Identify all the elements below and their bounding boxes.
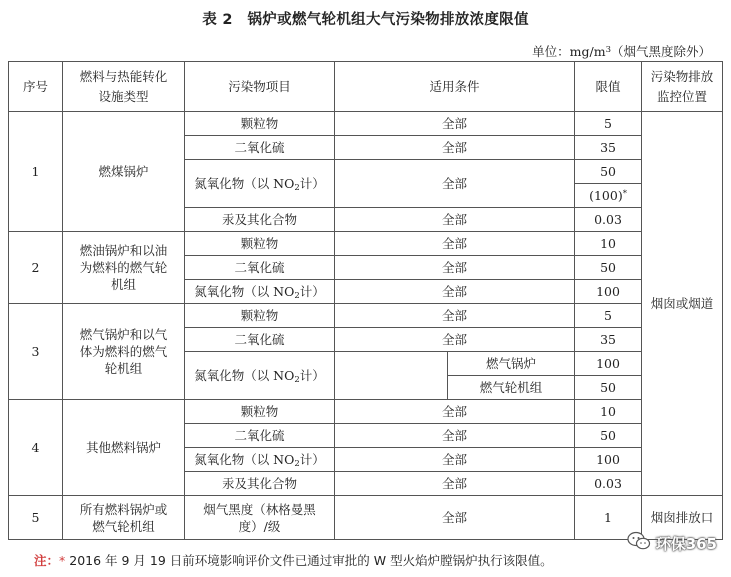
condition-all: 全部: [335, 280, 575, 304]
limit-value: 1: [575, 496, 642, 540]
pollutant-so2: 二氧化硫: [185, 424, 335, 448]
limit-value: 50: [575, 376, 642, 400]
unit-prefix: 单位：mg/m: [532, 44, 606, 59]
condition-all: 全部: [335, 208, 575, 232]
pollutant-mercury: 汞及其化合物: [185, 472, 335, 496]
pollutant-nox: 氮氧化物（以 $NO_2$计）: [185, 160, 335, 208]
condition-all: 全部: [335, 472, 575, 496]
group4-fuel: 其他燃料锅炉: [63, 400, 185, 496]
monitor-chimney-or-flue: 烟囱或烟道: [642, 112, 723, 496]
limit-value: 100: [575, 352, 642, 376]
pollutant-so2: 二氧化硫: [185, 328, 335, 352]
note-text: 2016 年 9 月 19 日前环境影响评价文件已通过审批的 W 型火焰炉膛锅炉执行该限值。: [65, 553, 553, 568]
group5-no: 5: [9, 496, 63, 540]
condition-gas-boiler: 燃气锅炉: [448, 352, 575, 376]
pollutant-particulate: 颗粒物: [185, 304, 335, 328]
pollutant-nox: 氮氧化物（以 $NO_2$计）: [185, 448, 335, 472]
pollutant-nox: 氮氧化物（以 $NO_2$计）: [185, 352, 335, 400]
group1-no: 1: [9, 112, 63, 232]
unit-note: [532, 42, 711, 60]
pollutant-particulate: 颗粒物: [185, 112, 335, 136]
table-row: [9, 112, 723, 136]
condition-all: 全部: [335, 136, 575, 160]
header-pollutant: 污染物项目: [185, 62, 335, 112]
table-row: [9, 304, 723, 328]
header-condition: 适用条件: [335, 62, 575, 112]
condition-all: 全部: [335, 400, 575, 424]
pollutant-nox: 氮氧化物（以 $NO_2$计）: [185, 280, 335, 304]
group2-fuel: 燃油锅炉和以油 为燃料的燃气轮 机组: [63, 232, 185, 304]
limit-value-alt: (100)*: [575, 184, 642, 208]
limit-value: 0.03: [575, 472, 642, 496]
limit-value: 5: [575, 112, 642, 136]
group1-fuel: 燃煤锅炉: [63, 112, 185, 232]
condition-all: 全部: [335, 256, 575, 280]
condition-all: 全部: [335, 112, 575, 136]
table-row: [9, 496, 723, 540]
watermark: [627, 530, 717, 556]
unit-exponent: 3: [605, 45, 611, 55]
header-row: [9, 62, 723, 112]
condition-gas-turbine: 燃气轮机组: [448, 376, 575, 400]
table-title: 表 2 锅炉或燃气轮机组大气污染物排放浓度限值: [202, 12, 529, 28]
condition-all: 全部: [335, 448, 575, 472]
pollutant-particulate: 颗粒物: [185, 232, 335, 256]
condition-all: 全部: [335, 232, 575, 256]
limit-value: 0.03: [575, 208, 642, 232]
pollutant-so2: 二氧化硫: [185, 136, 335, 160]
limit-value: 10: [575, 400, 642, 424]
limit-value: 50: [575, 160, 642, 184]
group3-no: 3: [9, 304, 63, 400]
unit-suffix: （烟气黑度除外）: [610, 44, 711, 59]
watermark-text: 环保365: [655, 534, 717, 553]
monitor-chimney-outlet: 烟囱排放口: [642, 496, 723, 540]
condition-all: 全部: [335, 424, 575, 448]
condition-all: 全部: [335, 496, 575, 540]
pollutant-mercury: 汞及其化合物: [185, 208, 335, 232]
condition-all: 全部: [335, 160, 575, 208]
note-star: *: [59, 553, 66, 568]
condition-blank: [335, 352, 448, 400]
pollutant-so2: 二氧化硫: [185, 256, 335, 280]
limit-value: 100: [575, 448, 642, 472]
group4-no: 4: [9, 400, 63, 496]
pollutant-smoke-blackness: 烟气黑度（林格曼黑 度）/级: [185, 496, 335, 540]
cut-off-text-line: [0, 570, 731, 577]
limit-value: 50: [575, 256, 642, 280]
header-no: 序号: [9, 62, 63, 112]
group3-fuel: 燃气锅炉和以气 体为燃料的燃气 轮机组: [63, 304, 185, 400]
limit-value: 5: [575, 304, 642, 328]
condition-all: 全部: [335, 328, 575, 352]
table-row: [9, 400, 723, 424]
group2-no: 2: [9, 232, 63, 304]
limit-value: 100: [575, 280, 642, 304]
header-limit: 限值: [575, 62, 642, 112]
group5-fuel: 所有燃料锅炉或 燃气轮机组: [63, 496, 185, 540]
emission-limits-table: [8, 61, 723, 540]
note-label: 注：: [34, 553, 60, 568]
table-footnote: [34, 551, 553, 569]
condition-all: 全部: [335, 304, 575, 328]
limit-value: 50: [575, 424, 642, 448]
limit-value: 35: [575, 136, 642, 160]
table-row: [9, 232, 723, 256]
limit-value: 35: [575, 328, 642, 352]
limit-value: 10: [575, 232, 642, 256]
header-fuel: 燃料与热能转化 设施类型: [63, 62, 185, 112]
header-monitor: 污染物排放 监控位置: [642, 62, 723, 112]
pollutant-particulate: 颗粒物: [185, 400, 335, 424]
wechat-icon: [627, 531, 651, 555]
